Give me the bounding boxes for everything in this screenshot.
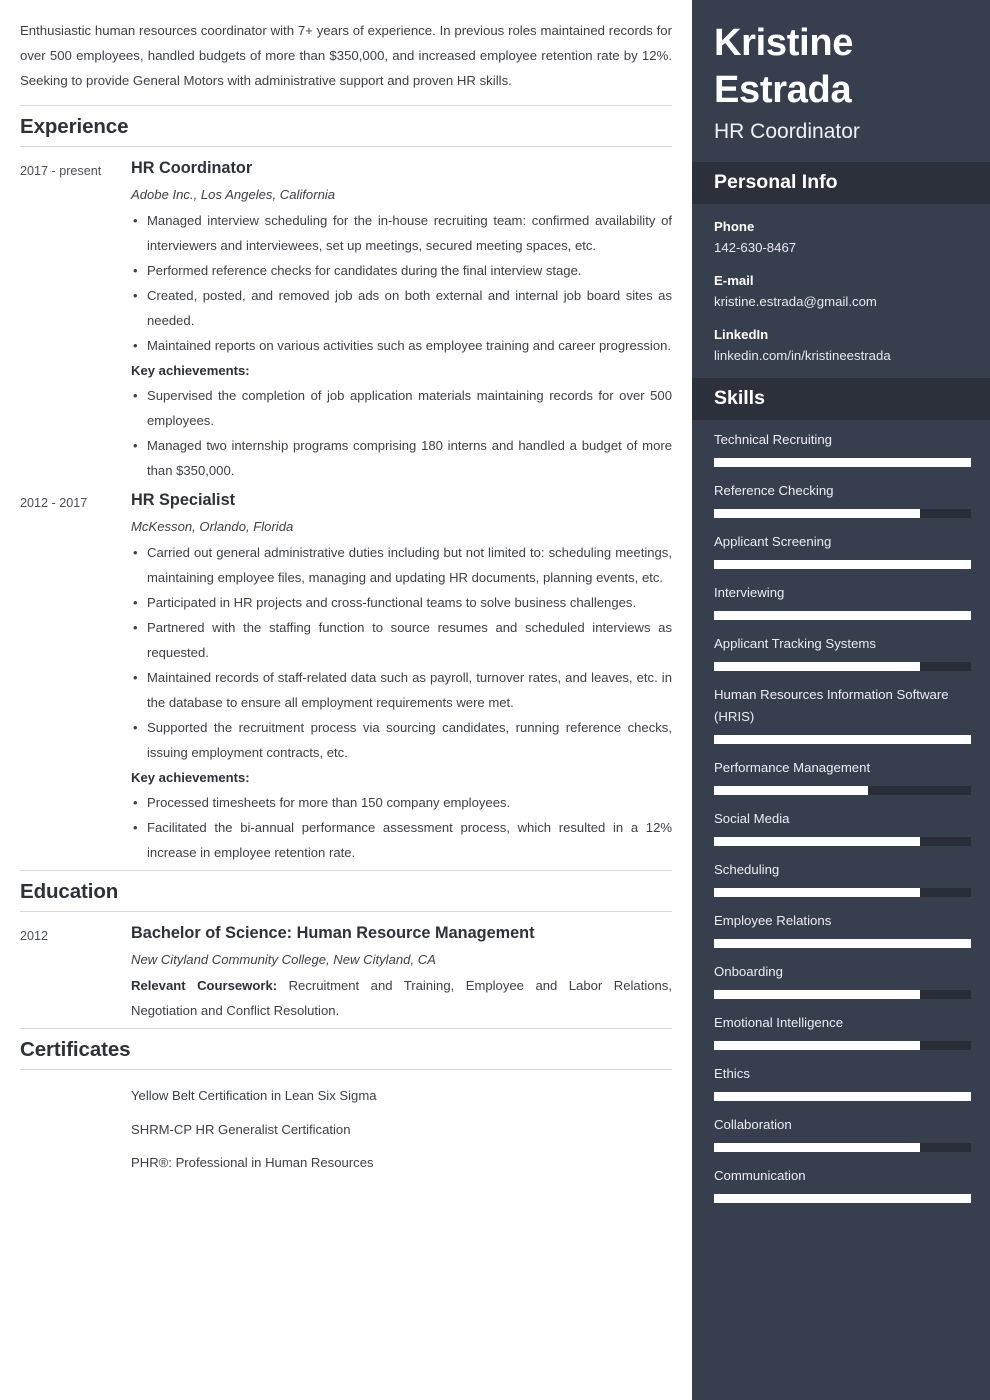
skill-item [714, 531, 968, 569]
skill-bar-fill [714, 509, 920, 518]
entry-date: 2017 - present [20, 164, 102, 178]
experience-entry-list [20, 156, 672, 865]
skill-bar-fill [714, 939, 971, 948]
skill-name: Employee Relations [714, 913, 832, 928]
skill-name: Collaboration [714, 1117, 792, 1132]
contact-item [714, 216, 968, 259]
skill-item [714, 757, 968, 795]
skill-bar-fill [714, 888, 920, 897]
experience-entry [20, 488, 672, 865]
skill-bar-fill [714, 1194, 971, 1203]
skill-name: Communication [714, 1168, 806, 1183]
skill-bar-track [714, 509, 971, 518]
skill-bar-fill [714, 458, 971, 467]
coursework-text: Recruitment and Training, Employee and Labor Relations, Negotiation and Conflict Resolution. [131, 978, 672, 1018]
skill-bar-fill [714, 837, 920, 846]
skill-bar-fill [714, 1143, 920, 1152]
certificate-item: Yellow Belt Certification in Lean Six Sigma [131, 1088, 377, 1103]
experience-heading-text: Experience [20, 115, 129, 138]
entry-subtitle: New Cityland Community College, New Cityland, CA [131, 952, 436, 967]
personal-info-title: Personal Info [714, 171, 838, 193]
skill-bar-track [714, 560, 971, 569]
skill-bar-track [714, 939, 971, 948]
experience-heading [20, 105, 672, 147]
skill-item [714, 582, 968, 620]
skill-item [714, 859, 968, 897]
bullet-item: • Managed interview scheduling for the in-house recruiting team: confirmed availability of interviewers and interviewees, set up meetings, secured meeting spaces, etc. [131, 208, 672, 258]
contact-label: LinkedIn [714, 327, 769, 342]
certificates-section [20, 1028, 672, 1180]
skill-bar-track [714, 662, 971, 671]
contact-item [714, 324, 968, 367]
skill-item [714, 1165, 968, 1203]
personal-info-band [692, 162, 990, 204]
experience-section [20, 105, 672, 865]
contact-list [692, 204, 990, 367]
skill-bar-fill [714, 611, 971, 620]
skill-bar-track [714, 837, 971, 846]
skill-bar-fill [714, 786, 868, 795]
certificates-gutter [20, 1079, 131, 1180]
contact-item [714, 270, 968, 313]
professional-summary: Enthusiastic human resources coordinator with 7+ years of experience. In previous roles maintained records for over 500 employees, handled budgets of more than $350,000, and increased employee retention rate by 12%. Seeking to provide General Motors with administrative support and proven HR skills. [20, 23, 672, 88]
skill-bar-track [714, 611, 971, 620]
entry-body [131, 488, 672, 865]
entry-bullet-list [131, 540, 672, 765]
key-achievements-label: Key achievements: [131, 363, 250, 378]
contact-label: Phone [714, 219, 755, 234]
education-heading [20, 870, 672, 912]
skill-item [714, 961, 968, 999]
skill-name: Social Media [714, 811, 790, 826]
skill-item [714, 480, 968, 518]
skill-bar-track [714, 1041, 971, 1050]
skill-bar-fill [714, 1041, 920, 1050]
skill-bar-fill [714, 560, 971, 569]
sidebar [692, 0, 990, 1400]
entry-subtitle: McKesson, Orlando, Florida [131, 519, 294, 534]
skill-bar-fill [714, 1092, 971, 1101]
skill-name: Interviewing [714, 585, 785, 600]
skill-name: Human Resources Information Software (HRIS) [714, 687, 949, 724]
education-entry-list [20, 921, 672, 1023]
contact-label: E-mail [714, 273, 754, 288]
bullet-item: • Participated in HR projects and cross-functional teams to solve business challenges. [131, 590, 672, 615]
certificate-item: SHRM-CP HR Generalist Certification [131, 1121, 351, 1137]
skill-item [714, 1114, 968, 1152]
achievement-list [131, 383, 672, 483]
first-name: Kristine [714, 22, 854, 64]
bullet-item: • Carried out general administrative duties including but not limited to: scheduling meetings, maintaining employee files, managing and updating HR documents, planning events, etc. [131, 540, 672, 590]
education-heading-text: Education [20, 880, 119, 903]
entry-title: HR Specialist [131, 491, 236, 509]
achievement-item: • Processed timesheets for more than 150 company employees. [131, 790, 672, 815]
last-name: Estrada [714, 69, 852, 111]
experience-entry [20, 156, 672, 483]
skill-item [714, 808, 968, 846]
key-achievements-label: Key achievements: [131, 770, 250, 785]
entry-date: 2012 - 2017 [20, 496, 88, 510]
skill-item [714, 429, 968, 467]
coursework-label: Relevant Coursework: [131, 978, 278, 993]
job-role: HR Coordinator [714, 120, 860, 143]
skill-bar-track [714, 1194, 971, 1203]
skill-bar-track [714, 786, 971, 795]
skill-item [714, 684, 968, 744]
skill-bar-track [714, 735, 971, 744]
certificates-heading-text: Certificates [20, 1038, 131, 1061]
entry-body [131, 156, 672, 483]
skill-list [692, 420, 990, 1203]
skill-name: Applicant Screening [714, 534, 832, 549]
entry-body [131, 921, 672, 1023]
skill-bar-track [714, 458, 971, 467]
skills-band [692, 378, 990, 420]
certificate-item: PHR®: Professional in Human Resources [131, 1155, 374, 1170]
achievement-item: • Managed two internship programs comprising 180 interns and handled a budget of more than $350,000. [131, 433, 672, 483]
contact-value[interactable]: kristine.estrada@gmail.com [714, 294, 877, 309]
skill-bar-track [714, 1092, 971, 1101]
achievement-item: • Facilitated the bi-annual performance assessment process, which resulted in a 12% increase in employee retention rate. [131, 815, 672, 865]
entry-bullet-list [131, 208, 672, 358]
skill-name: Reference Checking [714, 483, 834, 498]
bullet-item: • Maintained reports on various activities such as employee training and career progression. [131, 333, 672, 358]
bullet-item: • Supported the recruitment process via sourcing candidates, running reference checks, issuing employment contracts, etc. [131, 715, 672, 765]
achievement-list [131, 790, 672, 865]
name-block [692, 0, 990, 162]
skill-bar-track [714, 990, 971, 999]
certificate-list [131, 1079, 377, 1180]
certificates-row [20, 1079, 672, 1180]
contact-value[interactable]: linkedin.com/in/kristineestrada [714, 348, 891, 363]
bullet-item: • Partnered with the staffing function to source resumes and scheduled interviews as requested. [131, 615, 672, 665]
skill-bar-track [714, 888, 971, 897]
entry-subtitle: Adobe Inc., Los Angeles, California [131, 187, 336, 202]
skill-name: Ethics [714, 1066, 750, 1081]
skill-name: Technical Recruiting [714, 432, 833, 447]
coursework [131, 973, 672, 1023]
skill-item [714, 633, 968, 671]
bullet-item: • Performed reference checks for candidates during the final interview stage. [131, 258, 672, 283]
skill-name: Performance Management [714, 760, 871, 775]
skill-name: Emotional Intelligence [714, 1015, 844, 1030]
skill-name: Onboarding [714, 964, 783, 979]
education-entry [20, 921, 672, 1023]
skill-name: Applicant Tracking Systems [714, 636, 876, 651]
contact-value[interactable]: 142-630-8467 [714, 240, 797, 255]
skill-name: Scheduling [714, 862, 780, 877]
entry-title: Bachelor of Science: Human Resource Management [131, 924, 535, 942]
skill-bar-fill [714, 662, 920, 671]
entry-date: 2012 [20, 929, 49, 943]
skill-item [714, 1012, 968, 1050]
certificates-heading [20, 1028, 672, 1070]
skill-item [714, 1063, 968, 1101]
skill-bar-fill [714, 735, 971, 744]
bullet-item: • Maintained records of staff-related data such as payroll, turnover rates, and leaves, etc. in the database to ensure all employment requirements were met. [131, 665, 672, 715]
entry-title: HR Coordinator [131, 159, 253, 177]
skill-item [714, 910, 968, 948]
education-section [20, 870, 672, 1023]
achievement-item: • Supervised the completion of job application materials maintaining records for over 500 employees. [131, 383, 672, 433]
skill-bar-fill [714, 990, 920, 999]
skill-bar-track [714, 1143, 971, 1152]
skills-title: Skills [714, 387, 765, 409]
bullet-item: • Created, posted, and removed job ads on both external and internal job board sites as needed. [131, 283, 672, 333]
